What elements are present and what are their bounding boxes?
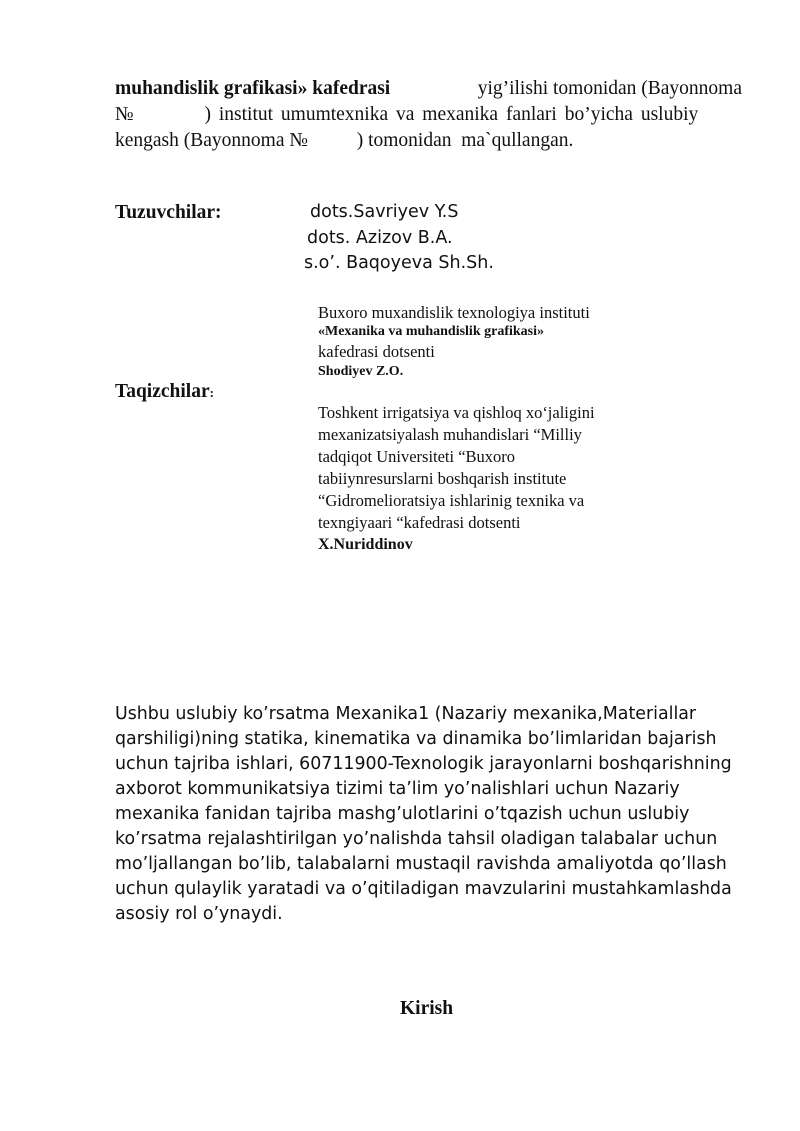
intro-line-3: kengash (Bayonnoma № ) tomonidan ma`qullangan. [115, 130, 574, 151]
description-line: asosiy rol o’ynaydi. [115, 904, 283, 924]
description-line: mo’ljallangan bo’lib, talabalarni mustaqil ravishda amaliyotda qo’llash [115, 854, 727, 874]
reviewer2-org-line: tadqiqot Universiteti “Buxoro [318, 447, 516, 466]
description-line: Ushbu uslubiy ko’rsatma Mexanika1 (Nazariy mexanika,Materiallar [115, 704, 697, 724]
author-name: dots. Azizov B.A. [307, 228, 453, 248]
reviewer1-name: Shodiyev Z.O. [318, 364, 404, 379]
department-name: muhandislik grafikasi» kafedrasi [115, 78, 391, 99]
description-line: axborot kommunikatsiya tizimi ta’lim yo’nalishlari uchun Nazariy [115, 779, 680, 799]
reviewer2-name: X.Nuriddinov [318, 536, 413, 553]
author-name: s.o’. Baqoyeva Sh.Sh. [304, 253, 494, 273]
reviewer2-org-line: mexanizatsiyalash muhandislari “Milliy [318, 425, 582, 444]
author-name: dots.Savriyev Y.S [310, 202, 459, 222]
description-line: qarshiligi)ning statika, kinematika va dinamika bo’limlaridan bajarish [115, 729, 717, 749]
reviewer2-org-line: Toshkent irrigatsiya va qishloq xo‘jaligini [318, 403, 595, 422]
reviewer1-org-line: Buxoro muxandislik texnologiya instituti [318, 303, 590, 322]
reviewer2-org-line: “Gidromelioratsiya ishlarinig texnika va [318, 491, 585, 510]
section-heading: Kirish [400, 998, 454, 1019]
reviewer2-position: texngiyaari “kafedrasi dotsenti [318, 513, 521, 532]
intro-line-2: № ) institut umumtexnika va mexanika fanlari bo’yicha uslubiy [115, 104, 699, 125]
reviewers-label: Taqizchilar: [115, 381, 214, 402]
intro-line-1 [115, 76, 742, 102]
description-line: ko’rsatma rejalashtirilgan yo’nalishda tahsil oladigan talabalar uchun [115, 829, 718, 849]
reviewer2-org-line: tabiiynresurslarni boshqarish institute [318, 469, 567, 488]
authors-label: Tuzuvchilar: [115, 202, 222, 223]
intro-line-1-rest: yig’ilishi tomonidan (Bayonnoma [477, 78, 742, 99]
description-line: uchun qulaylik yaratadi va o’qitiladigan mavzularini mustahkamlashda [115, 879, 732, 899]
description-line: uchun tajriba ishlari, 60711900-Texnologik jarayonlarni boshqarishning [115, 754, 732, 774]
description-line: mexanika fanidan tajriba mashg’ulotlarini o’tqazish uchun uslubiy [115, 804, 690, 824]
reviewer1-department: «Mexanika va muhandislik grafikasi» [318, 324, 544, 339]
reviewer1-position: kafedrasi dotsenti [318, 342, 435, 361]
